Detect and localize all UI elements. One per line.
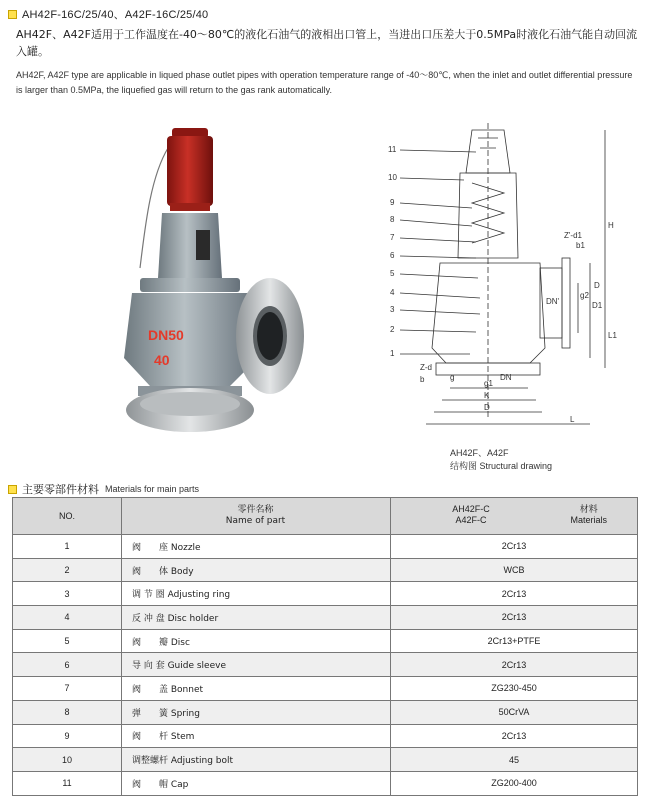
materials-table	[12, 497, 638, 796]
row-material: 2Cr13	[391, 724, 638, 748]
row-no: 9	[13, 724, 122, 748]
row-material: 2Cr13	[391, 606, 638, 630]
table-row	[13, 771, 638, 795]
row-no: 6	[13, 653, 122, 677]
dim-b1: b1	[576, 241, 585, 250]
drawing-caption-title: 结构图 Structural drawing	[450, 461, 553, 471]
callout-4: 4	[390, 288, 395, 297]
model-line: AH42F-16C/25/40、A42F-16C/25/40	[22, 9, 209, 21]
header-model-codes	[391, 504, 551, 526]
dim-g: g	[450, 373, 455, 382]
callout-3: 3	[390, 305, 395, 314]
section-title-cn: 主要零部件材料	[22, 483, 99, 496]
row-part-name: 阀 帽 Cap	[122, 771, 391, 795]
dim-g2: g2	[580, 291, 589, 300]
dim-dn: DN	[500, 373, 512, 382]
header-mat-en: Materials	[570, 515, 607, 525]
drawing-caption	[450, 447, 552, 473]
callout-6: 6	[390, 251, 395, 260]
row-material: 2Cr13	[391, 535, 638, 559]
bullet-square-icon	[8, 485, 17, 494]
row-no: 3	[13, 582, 122, 606]
row-material: 50CrVA	[391, 700, 638, 724]
dim-h: H	[608, 221, 614, 230]
callout-11: 11	[388, 145, 397, 154]
table-row	[13, 677, 638, 701]
callout-9: 9	[390, 198, 395, 207]
header-materials	[391, 498, 638, 535]
row-material: ZG230-450	[391, 677, 638, 701]
materials-section-title	[8, 481, 199, 497]
dim-dn-outlet: DN'	[546, 297, 560, 306]
table-row	[13, 629, 638, 653]
row-material: 2Cr13+PTFE	[391, 629, 638, 653]
row-part-name: 调 节 圈 Adjusting ring	[122, 582, 391, 606]
header-mat-cn: 材料	[579, 504, 598, 514]
dim-l: L	[570, 415, 575, 424]
row-part-name: 阀 体 Body	[122, 558, 391, 582]
dim-z-d: Z-d	[420, 363, 432, 372]
row-part-name: 调整螺杆 Adjusting bolt	[122, 748, 391, 772]
row-material: WCB	[391, 558, 638, 582]
callout-10: 10	[388, 173, 397, 182]
table-row	[13, 653, 638, 677]
table-header-row	[13, 498, 638, 535]
header-name-en: Name of part	[225, 516, 286, 526]
callout-8: 8	[390, 215, 395, 224]
row-no: 7	[13, 677, 122, 701]
row-part-name: 阀 杆 Stem	[122, 724, 391, 748]
row-part-name: 弹 簧 Spring	[122, 700, 391, 724]
body-marking-dn: DN50	[148, 327, 184, 343]
row-part-name: 阀 盖 Bonnet	[122, 677, 391, 701]
dim-z-d1: Z'-d1	[564, 231, 582, 240]
row-part-name: 阀 座 Nozzle	[122, 535, 391, 559]
dim-g1: g1	[484, 379, 493, 388]
row-part-name: 反 冲 盘 Disc holder	[122, 606, 391, 630]
row-no: 8	[13, 700, 122, 724]
table-row	[13, 535, 638, 559]
row-no: 4	[13, 606, 122, 630]
row-no: 2	[13, 558, 122, 582]
header-material-label	[570, 504, 607, 526]
table-row	[13, 748, 638, 772]
header-name-cn: 零件名称	[237, 505, 274, 515]
row-material: 45	[391, 748, 638, 772]
table-row	[13, 700, 638, 724]
drawing-caption-model: AH42F、A42F	[450, 448, 509, 458]
dim-k: K	[484, 391, 490, 400]
structural-drawing	[380, 118, 640, 438]
header-name	[122, 498, 391, 535]
header-code-2: A42F-C	[455, 515, 487, 525]
dim-b: b	[420, 375, 425, 384]
dim-d1: D1	[592, 301, 603, 310]
section-title-en: Materials for main parts	[105, 484, 200, 494]
table-body	[13, 535, 638, 796]
header-no: NO.	[13, 498, 122, 535]
row-part-name: 导 向 套 Guide sleeve	[122, 653, 391, 677]
table-row	[13, 582, 638, 606]
callout-2: 2	[390, 325, 395, 334]
callout-7: 7	[390, 233, 395, 242]
row-material: 2Cr13	[391, 653, 638, 677]
body-marking-pn: 40	[154, 352, 170, 368]
row-no: 11	[13, 771, 122, 795]
row-material: 2Cr13	[391, 582, 638, 606]
row-no: 5	[13, 629, 122, 653]
callout-5: 5	[390, 269, 395, 278]
description-en: AH42F, A42F type are applicable in liqued phase outlet pipes with operation temperature range of -40～80℃, when the inlet and outlet differential pressure is larger than 0.5MPa, the liquefied gas will return to the gas rank automatically.	[16, 70, 633, 95]
bullet-square-icon	[8, 10, 17, 19]
dim-l1: L1	[608, 331, 617, 340]
row-material: ZG200-400	[391, 771, 638, 795]
dim-d-outlet: D	[594, 281, 600, 290]
model-header	[8, 6, 208, 22]
dim-d: D	[484, 403, 490, 412]
description-cn: AH42F、A42F适用于工作温度在-40～80℃的液化石油气的液相出口管上，当进出口压差大于0.5MPa时液化石油气能自动回流入罐。	[16, 28, 638, 58]
table-row	[13, 606, 638, 630]
table-row	[13, 558, 638, 582]
row-no: 10	[13, 748, 122, 772]
callout-1: 1	[390, 349, 395, 358]
table-row	[13, 724, 638, 748]
row-no: 1	[13, 535, 122, 559]
valve-photo	[110, 118, 330, 438]
header-code-1: AH42F-C	[452, 504, 490, 514]
row-part-name: 阀 瓣 Disc	[122, 629, 391, 653]
